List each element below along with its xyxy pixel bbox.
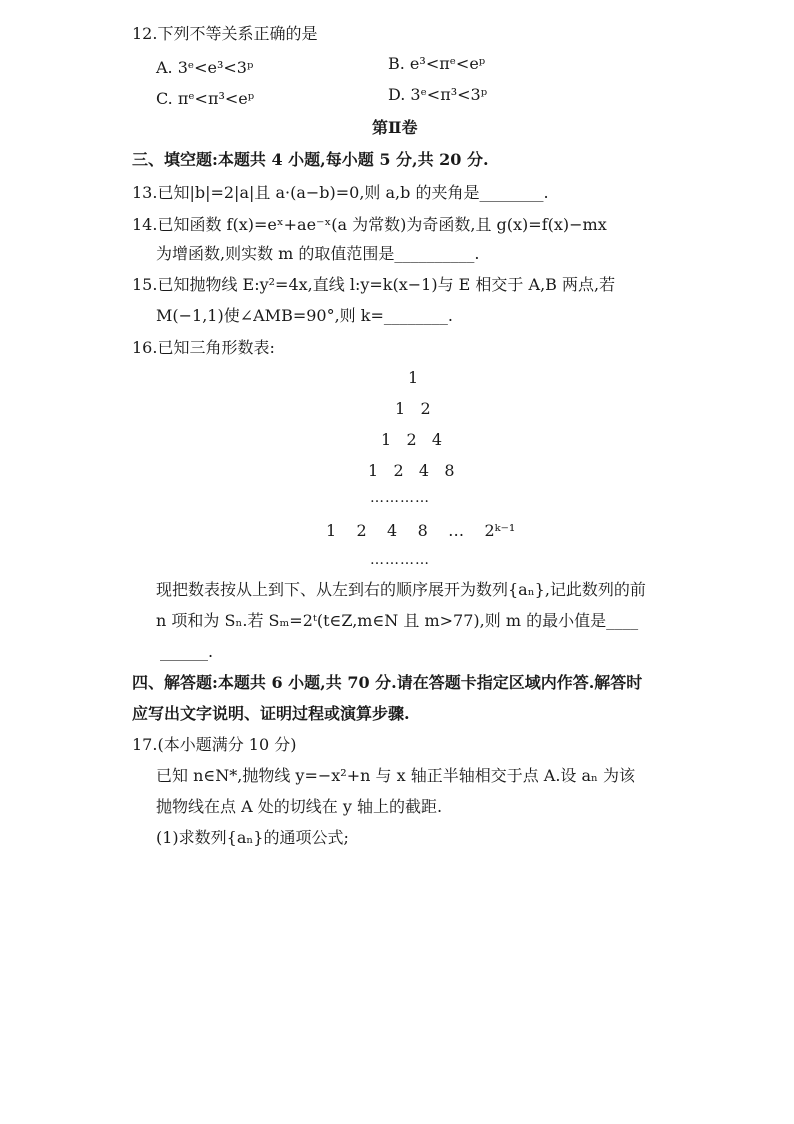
triangle-row-1: 1 <box>408 368 419 387</box>
q17-title: 17.(本小题满分 10 分) <box>132 735 297 754</box>
q12-stem: 12.下列不等关系正确的是 <box>132 24 318 43</box>
q16-stem: 16.已知三角形数表: <box>132 338 275 357</box>
q12-option-d: D. 3ᵉ<π³<3ᵖ <box>388 85 488 104</box>
q15-line1: 15.已知抛物线 E:y²=4x,直线 l:y=k(x−1)与 E 相交于 A,B 两点,若 <box>132 275 616 294</box>
part2-title: 第Ⅱ卷 <box>372 118 418 137</box>
q17-part1: (1)求数列{aₙ}的通项公式; <box>156 828 349 847</box>
triangle-row-2: 1 2 <box>395 399 431 418</box>
q12-option-c: C. πᵉ<π³<eᵖ <box>156 89 255 108</box>
q17-line1: 已知 n∈N*,抛物线 y=−x²+n 与 x 轴正半轴相交于点 A.设 aₙ 为该 <box>156 766 636 785</box>
q12-option-a: A. 3ᵉ<e³<3ᵖ <box>156 58 254 77</box>
triangle-ellipsis-1: ………… <box>370 490 430 506</box>
q16-text-line2: n 项和为 Sₙ.若 Sₘ=2ᵗ(t∈Z,m∈N 且 m>77),则 m 的最小值是____ <box>156 611 639 630</box>
section4-heading-line1: 四、解答题:本题共 6 小题,共 70 分.请在答题卡指定区域内作答.解答时 <box>132 673 643 692</box>
q17-line2: 抛物线在点 A 处的切线在 y 轴上的截距. <box>156 797 443 816</box>
q12-option-b: B. e³<πᵉ<eᵖ <box>388 54 486 73</box>
triangle-row-k: 1 2 4 8 … 2ᵏ⁻¹ <box>326 521 516 540</box>
q14-line1: 14.已知函数 f(x)=eˣ+ae⁻ˣ(a 为常数)为奇函数,且 g(x)=f(x)−mx <box>132 215 607 234</box>
q16-text-line3: ______. <box>160 642 214 661</box>
section3-heading: 三、填空题:本题共 4 小题,每小题 5 分,共 20 分. <box>132 150 489 169</box>
q13-text: 13.已知|b|=2|a|且 a·(a−b)=0,则 a,b 的夹角是________. <box>132 183 549 202</box>
triangle-row-3: 1 2 4 <box>381 430 443 449</box>
q16-text-line1: 现把数表按从上到下、从左到右的顺序展开为数列{aₙ},记此数列的前 <box>156 580 646 599</box>
triangle-row-4: 1 2 4 8 <box>368 461 455 480</box>
q15-line2: M(−1,1)使∠AMB=90°,则 k=________. <box>156 306 453 325</box>
section4-heading-line2: 应写出文字说明、证明过程或演算步骤. <box>132 704 410 723</box>
q14-line2: 为增函数,则实数 m 的取值范围是__________. <box>156 244 480 263</box>
triangle-ellipsis-2: ………… <box>370 552 430 568</box>
